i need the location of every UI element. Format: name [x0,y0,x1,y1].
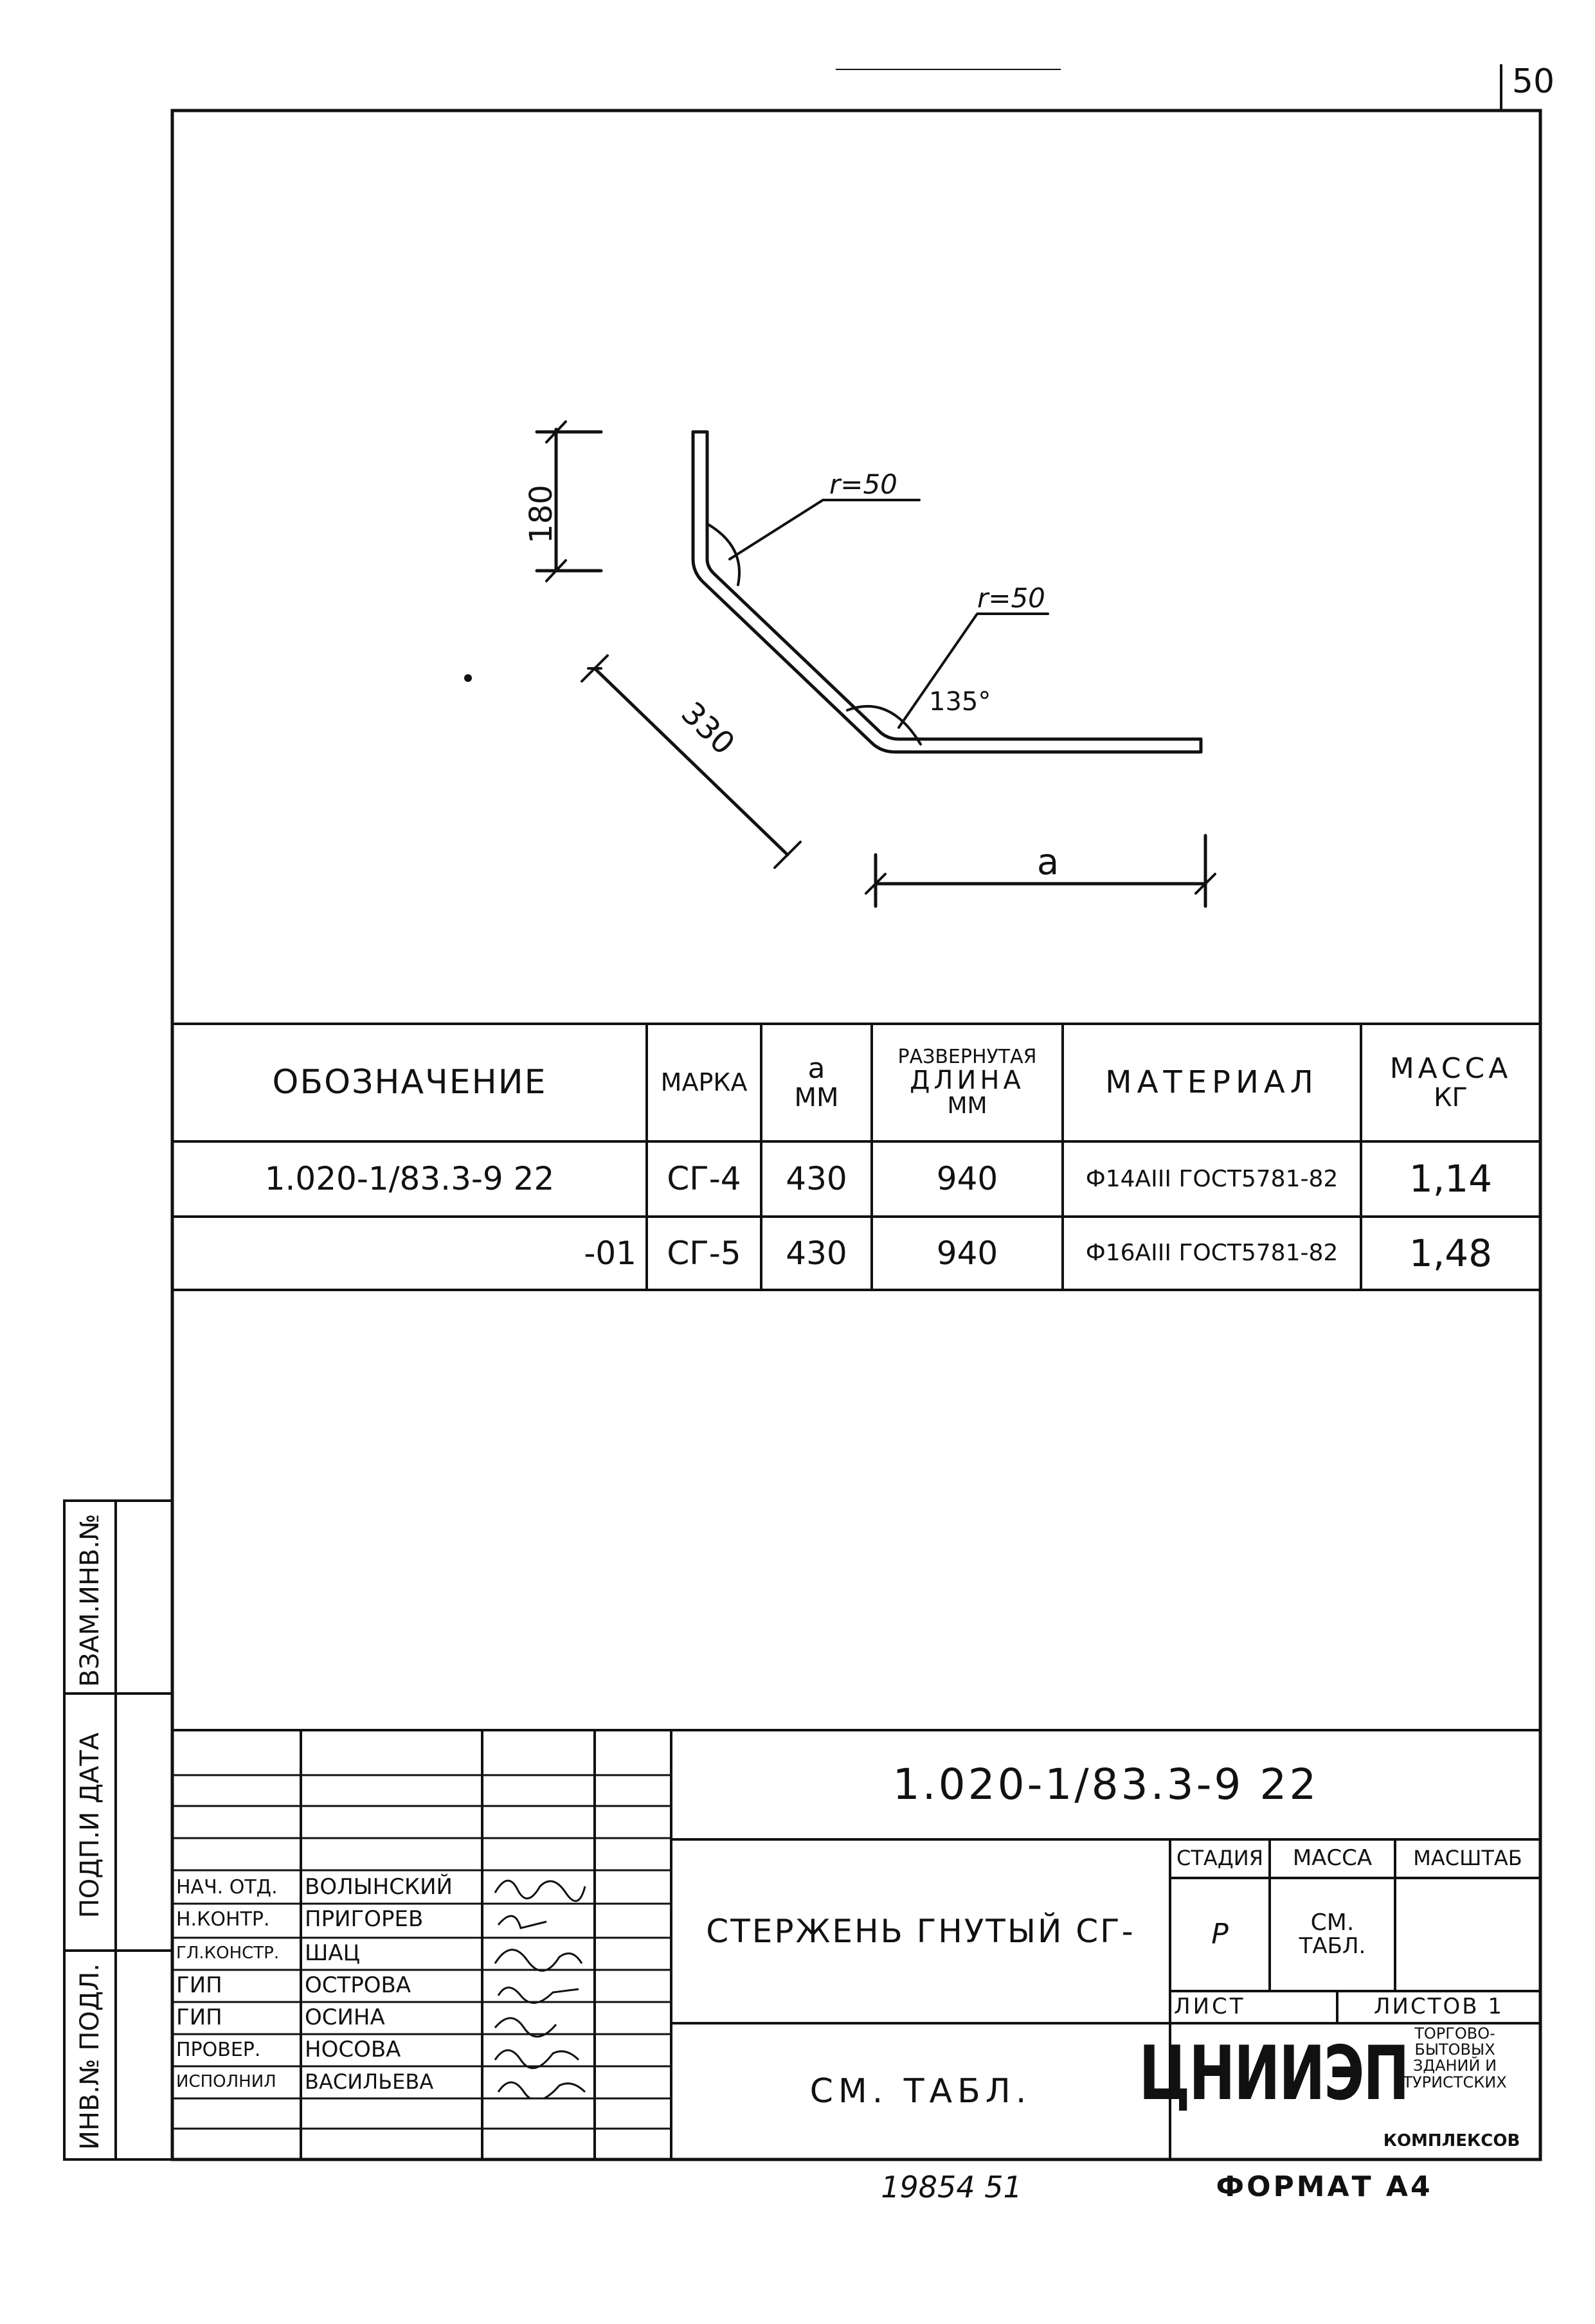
row1-designation: 1.020-1/83.3-9 22 [264,1160,555,1198]
header-a-unit: ММ [794,1082,839,1113]
row2-a: 430 [786,1234,847,1272]
signer-role: ГЛ.КОНСТР. [176,1944,280,1963]
radius-top-label: r=50 [829,469,897,500]
row1-material: Ф14АIII ГОСТ5781-82 [1085,1165,1338,1192]
signer-role: ГИП [176,1972,222,1999]
stage-label: СТАДИЯ [1176,1846,1263,1871]
signer-role: ИСПОЛНИЛ [176,2072,276,2092]
header-mark: МАРКА [660,1068,748,1096]
dim-a-label: a [1036,841,1059,883]
scale-label: МАСШТАБ [1413,1846,1522,1871]
header-length-line3: ММ [947,1093,987,1120]
sheets-label: ЛИСТОВ 1 [1373,1994,1504,2020]
row1-mark: СГ-4 [667,1160,741,1198]
stage-value: Р [1211,1917,1229,1951]
row2-designation: -01 [584,1234,636,1272]
angle-label: 135° [929,687,991,717]
signer-role: ГИП [176,2005,222,2031]
radius-bottom-label: r=50 [977,582,1045,614]
row1-mass: 1,14 [1409,1157,1493,1201]
signer-name: ПРИГОРЕВ [305,1906,424,1933]
mass-label: МАССА [1292,1845,1373,1872]
signer-role: ПРОВЕР. [176,2039,261,2062]
sheet-number: 50 [1511,62,1555,101]
header-designation: ОБОЗНАЧЕНИЕ [272,1063,547,1102]
header-material: МАТЕРИАЛ [1105,1064,1319,1101]
header-a [761,1024,872,1141]
signer-name: ОСИНА [305,2005,385,2031]
signature [498,1988,579,2003]
signer-name: ВАСИЛЬЕВА [305,2069,434,2095]
header-mass-line2: КГ [1434,1082,1468,1113]
signer-role: НАЧ. ОТД. [176,1876,278,1899]
org-name-line2: БЫТОВЫХ [1414,2041,1495,2059]
doc-code: 1.020-1/83.3-9 22 [892,1760,1319,1810]
row2-mass: 1,48 [1409,1231,1493,1275]
signer-name: ВОЛЫНСКИЙ [305,1874,453,1900]
org-name [1369,2026,1540,2091]
signatures [482,1867,595,2098]
header-length [872,1024,1063,1141]
dim-180-label: 180 [523,485,559,544]
org-name-line1: ТОРГОВО- [1414,2025,1495,2042]
side-vzam-inv: ВЗАМ.ИНВ.№ [75,1514,105,1687]
sheet-label: ЛИСТ [1174,1994,1246,2020]
header-length-line1: РАЗВЕРНУТАЯ [897,1045,1037,1068]
mass-value-line2: ТАБЛ. [1299,1933,1366,1960]
row1-length: 940 [936,1160,998,1198]
signer-name: ОСТРОВА [305,1972,411,1999]
row2-length: 940 [936,1234,998,1272]
signature [498,1916,546,1928]
org-name-line3: ЗДАНИЙ И [1412,2057,1497,2075]
dim-330-label: 330 [674,695,742,762]
org-name-line5: КОМПЛЕКСОВ [1383,2131,1520,2151]
mass-value-line1: СМ. [1310,1909,1355,1936]
signature [495,2050,579,2068]
side-podp-data: ПОДП.И ДАТА [75,1732,105,1918]
org-name-line4: ТУРИСТСКИХ [1403,2073,1507,2091]
signer-name: НОСОВА [305,2037,401,2063]
signature [495,1950,582,1971]
format-label: ФОРМАТ А4 [1216,2170,1433,2203]
signer-role: Н.КОНТР. [176,1908,270,1931]
inventory-number: 19854 51 [881,2169,1022,2204]
signature [498,2082,585,2098]
material-ref: СМ. ТАБЛ. [809,2071,1032,2111]
row1-a: 430 [786,1160,847,1198]
drawing-title: СТЕРЖЕНЬ ГНУТЫЙ СГ- [706,1912,1135,1950]
header-mass [1361,1024,1540,1141]
side-inv-podl: ИНВ.№ ПОДЛ. [75,1963,105,2150]
org-logo: ЦНИИЭП [1139,2030,1409,2118]
row2-mark: СГ-5 [667,1234,741,1272]
signature [495,1881,585,1901]
row2-material: Ф16АIII ГОСТ5781-82 [1085,1240,1338,1267]
mass-value [1270,1878,1395,1991]
header-length-line2: ДЛИНА [910,1066,1025,1096]
signer-name: ШАЦ [305,1940,361,1967]
signature [495,2018,556,2037]
header-a-symbol: a [807,1052,825,1086]
header-mass-line1: МАССА [1389,1052,1512,1086]
